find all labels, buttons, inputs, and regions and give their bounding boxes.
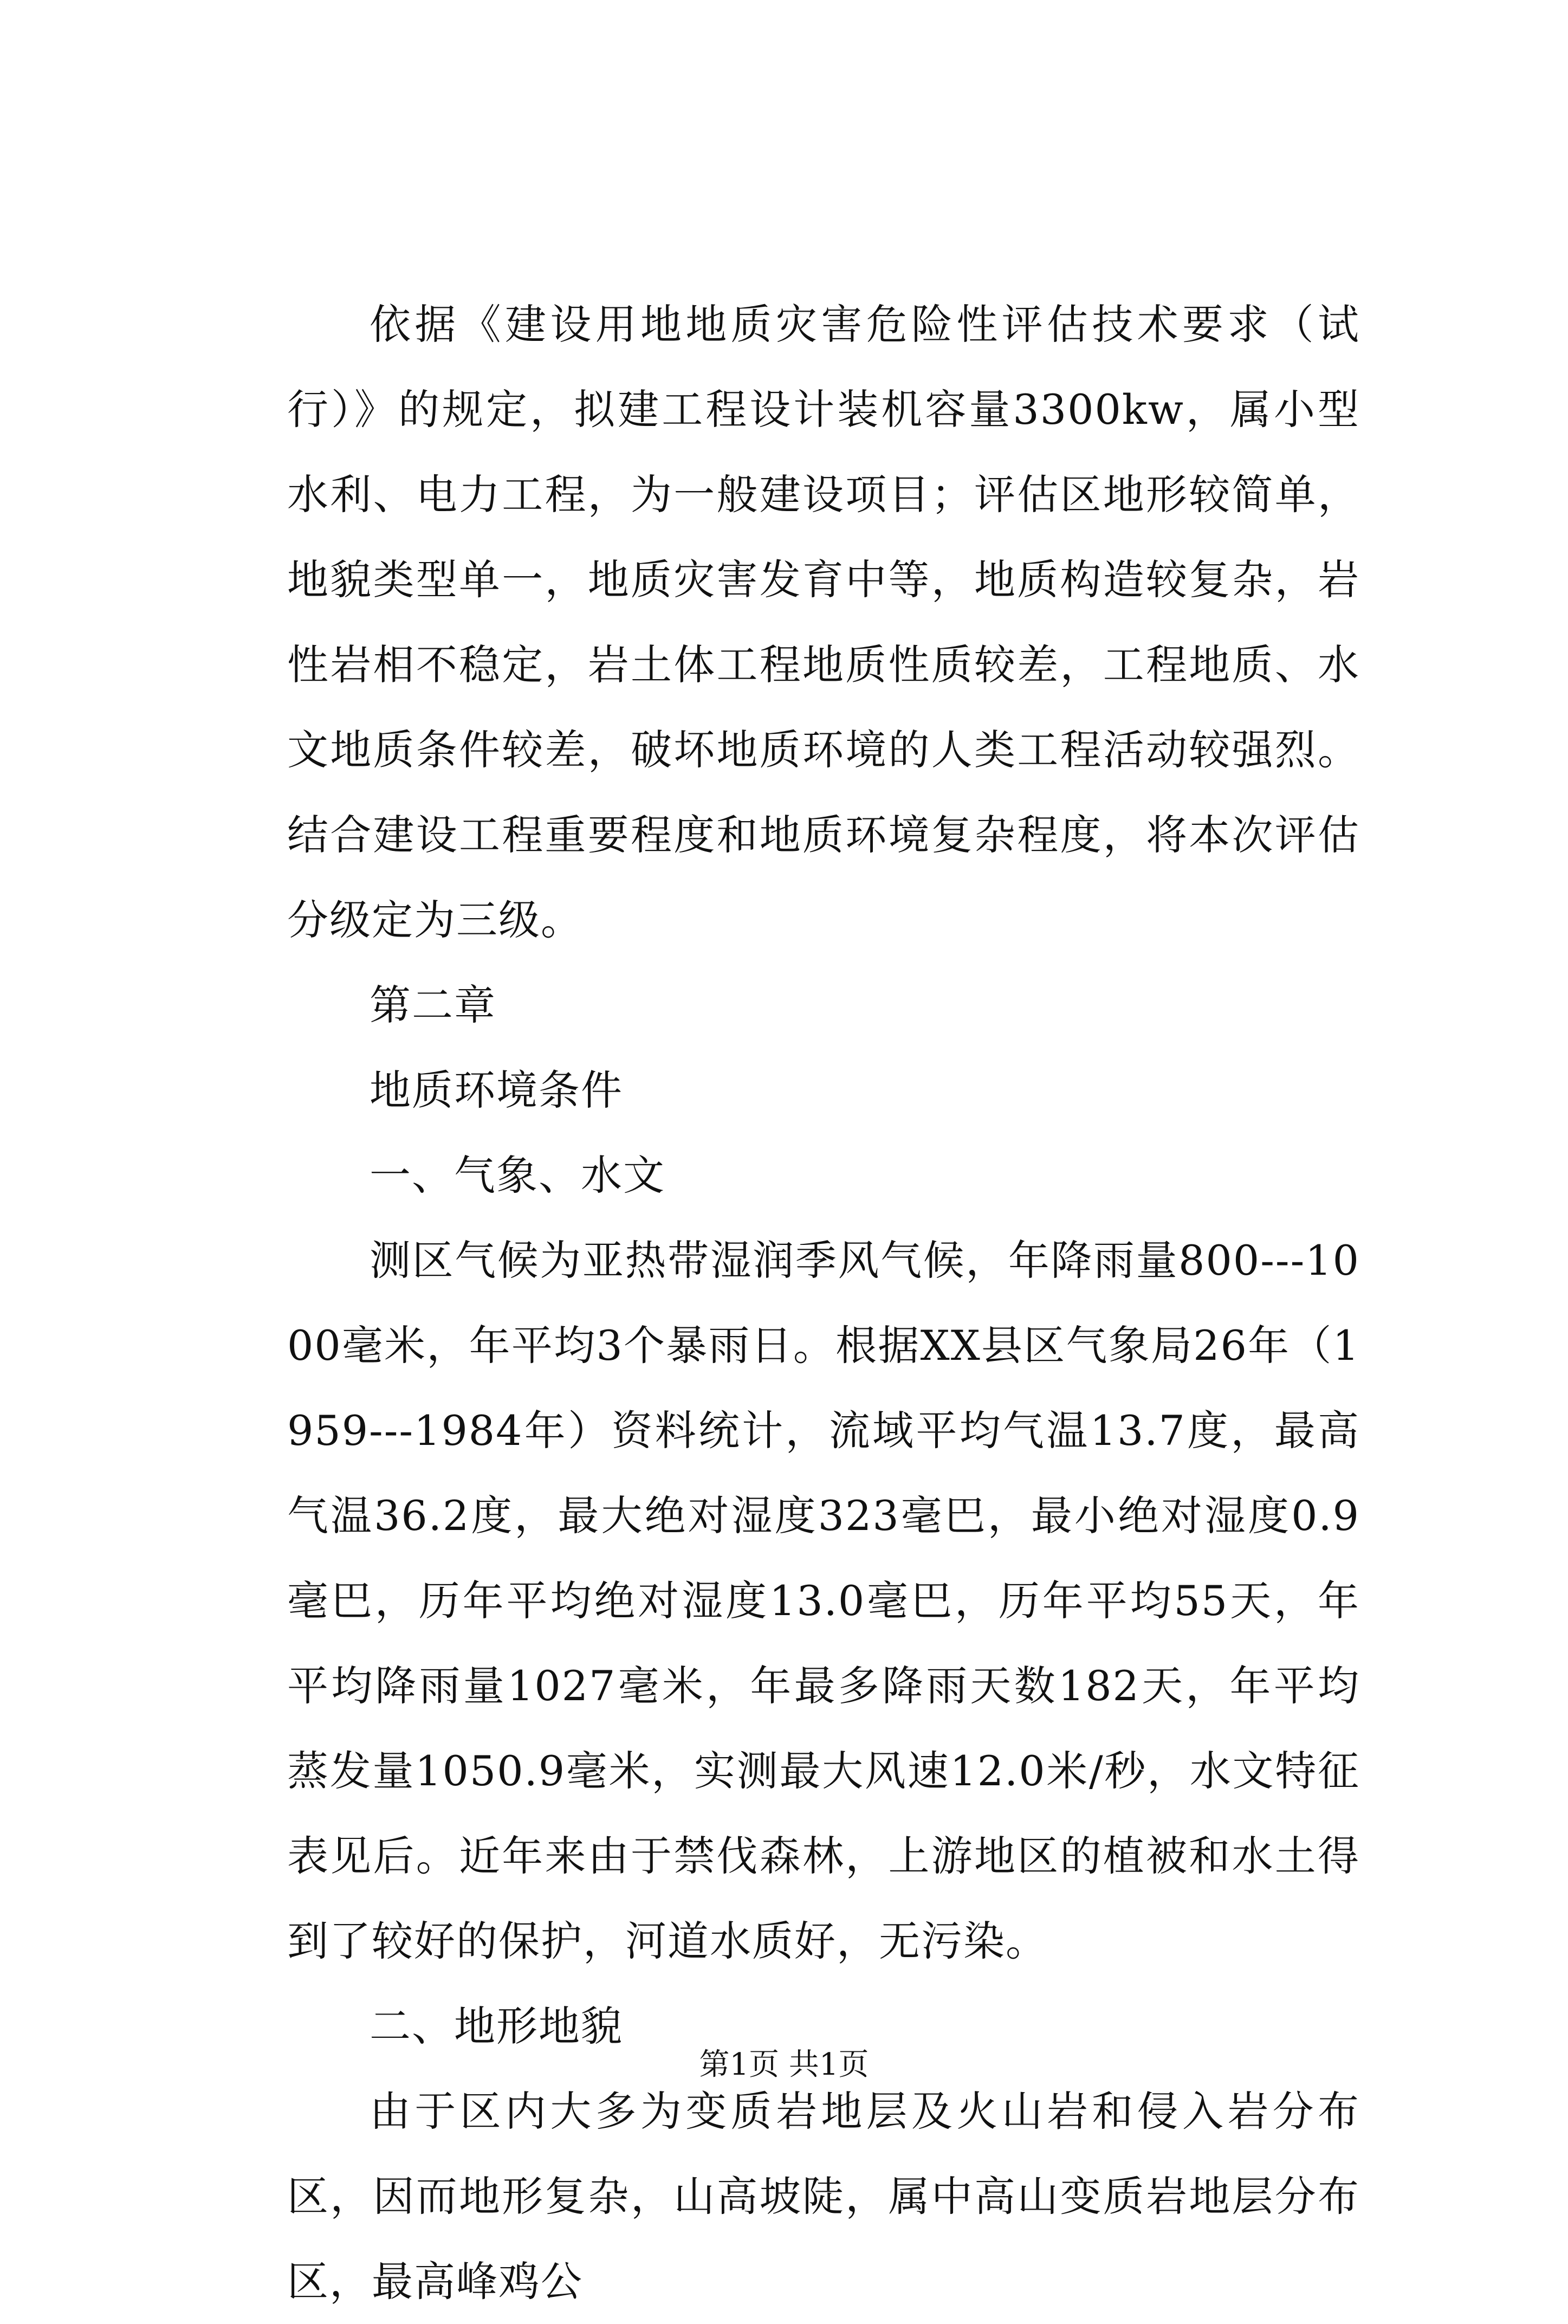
document-body bbox=[287, 282, 1360, 2324]
chapter-heading: 第二章 bbox=[370, 981, 496, 1029]
section-heading-topography: 二、地形地貌 bbox=[370, 2002, 623, 2050]
paragraph-meteorology: 测区气候为亚热带湿润季风气候，年降雨量800---1000毫米，年平均3个暴雨日。根据XX县区气象局26年（1959---1984年）资料统计，流域平均气温13.7度，最高气温36.2度，最大绝对湿度323毫巴，最小绝对湿度0.9毫巴，历年平均绝对湿度13.0毫巴，历年平均55天，年平均降雨量1027毫米，年最多降雨天数182天，年平均蒸发量1050.9毫米，实测最大风速12.0米/秒，水文特征表见后。近年来由于禁伐森林，上游地区的植被和水土得到了较好的保护，河道水质好，无污染。 bbox=[287, 1236, 1360, 1965]
paragraph-topography: 由于区内大多为变质岩地层及火山岩和侵入岩分布区，因而地形复杂，山高坡陡，属中高山变质岩地层分布区，最高峰鸡公 bbox=[287, 2087, 1360, 2306]
page-footer: 第1页 共1页 bbox=[699, 2047, 869, 2082]
section-heading-meteorology: 一、气象、水文 bbox=[370, 1151, 665, 1199]
chapter-title: 地质环境条件 bbox=[370, 1066, 623, 1114]
paragraph-assessment-basis: 依据《建设用地地质灾害危险性评估技术要求（试行）》的规定，拟建工程设计装机容量3300kw，属小型水利、电力工程，为一般建设项目；评估区地形较简单，地貌类型单一，地质灾害发育中等，地质构造较复杂，岩性岩相不稳定，岩土体工程地质性质较差，工程地质、水文地质条件较差，破坏地质环境的人类工程活动较强烈。结合建设工程重要程度和地质环境复杂程度，将本次评估分级定为三级。 bbox=[287, 300, 1360, 944]
